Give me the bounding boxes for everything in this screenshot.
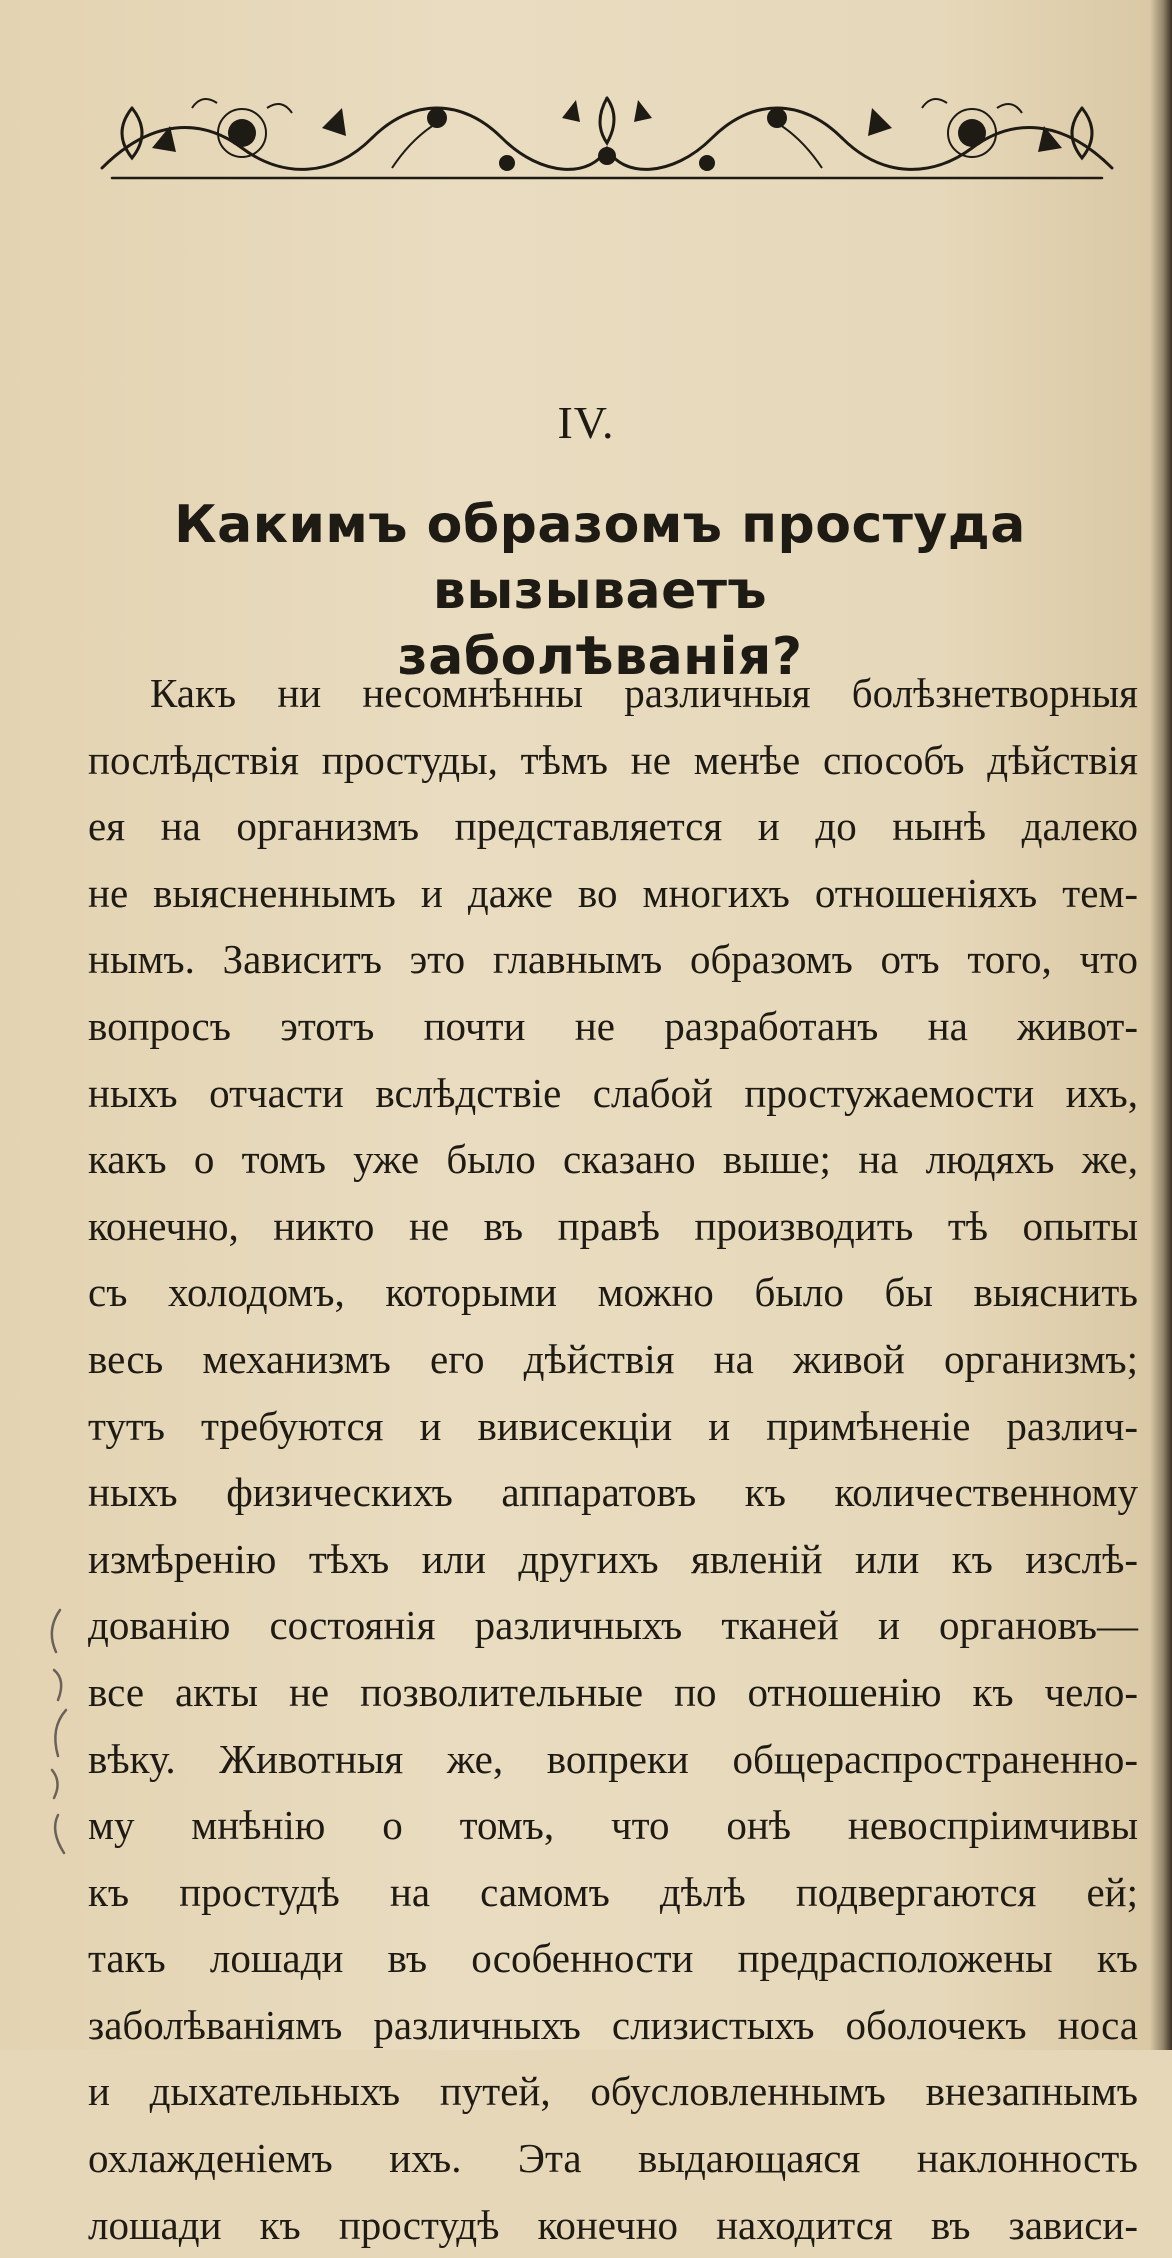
decorative-floral-header (92, 78, 1122, 188)
text-line: лошади къ простудѣ конечно находится въ зависи- (88, 2201, 1138, 2248)
chapter-title-line-1: Какимъ образомъ простуда вызываетъ (174, 495, 1026, 621)
handwritten-margin-marks (38, 1600, 78, 1870)
text-line: заболѣваніямъ различныхъ слизистыхъ оболочекъ носа (88, 2001, 1138, 2048)
text-line: вопросъ этотъ почти не разработанъ на живот- (88, 1002, 1138, 1049)
text-line: му мнѣнію о томъ, что онѣ невоспріимчивы (88, 1802, 1138, 1849)
text-line: ныхъ отчасти вслѣдствіе слабой простужаемости ихъ, (88, 1069, 1138, 1116)
text-line: ныхъ физическихъ аппаратовъ къ количественному (88, 1469, 1138, 1516)
text-line: не выясненнымъ и даже во многихъ отношеніяхъ тем- (88, 869, 1138, 916)
text-line: съ холодомъ, которыми можно было бы выяснить (88, 1269, 1138, 1316)
body-text (88, 660, 1138, 2258)
chapter-title-line-2: заболѣванія? (397, 627, 803, 687)
text-line: вѣку. Животныя же, вопреки общераспространенно- (88, 1735, 1138, 1782)
text-line: охлажденіемъ ихъ. Эта выдающаяся наклонность (88, 2135, 1138, 2182)
page-edge-shadow (1150, 0, 1172, 2050)
text-line: къ простудѣ на самомъ дѣлѣ подвергаются ей; (88, 1868, 1138, 1915)
text-line: дованію состоянія различныхъ тканей и органовъ— (88, 1602, 1138, 1649)
text-line: измѣренію тѣхъ или другихъ явленій или къ изслѣ- (88, 1535, 1138, 1582)
section-number: IV. (557, 397, 615, 448)
text-line: какъ о томъ уже было сказано выше; на людяхъ же, (88, 1136, 1138, 1183)
text-line: и дыхательныхъ путей, обусловленнымъ внезапнымъ (88, 2068, 1138, 2115)
text-line: такъ лошади въ особенности предрасположены къ (88, 1935, 1138, 1982)
text-line: конечно, никто не въ правѣ производить тѣ опыты (88, 1202, 1138, 1249)
text-line: Какъ ни несомнѣнны различныя болѣзнетворныя (150, 670, 1138, 716)
text-line: все акты не позволительные по отношенію къ чело- (88, 1668, 1138, 1715)
text-line: весь механизмъ его дѣйствія на живой организмъ; (88, 1335, 1138, 1382)
text-line: тутъ требуются и вивисекціи и примѣненіе различ- (88, 1402, 1138, 1449)
text-line: послѣдствія простуды, тѣмъ не менѣе способъ дѣйствія (88, 736, 1138, 783)
text-line: ея на организмъ представляется и до нынѣ далеко (88, 803, 1138, 850)
text-line: нымъ. Зависитъ это главнымъ образомъ отъ того, что (88, 936, 1138, 983)
